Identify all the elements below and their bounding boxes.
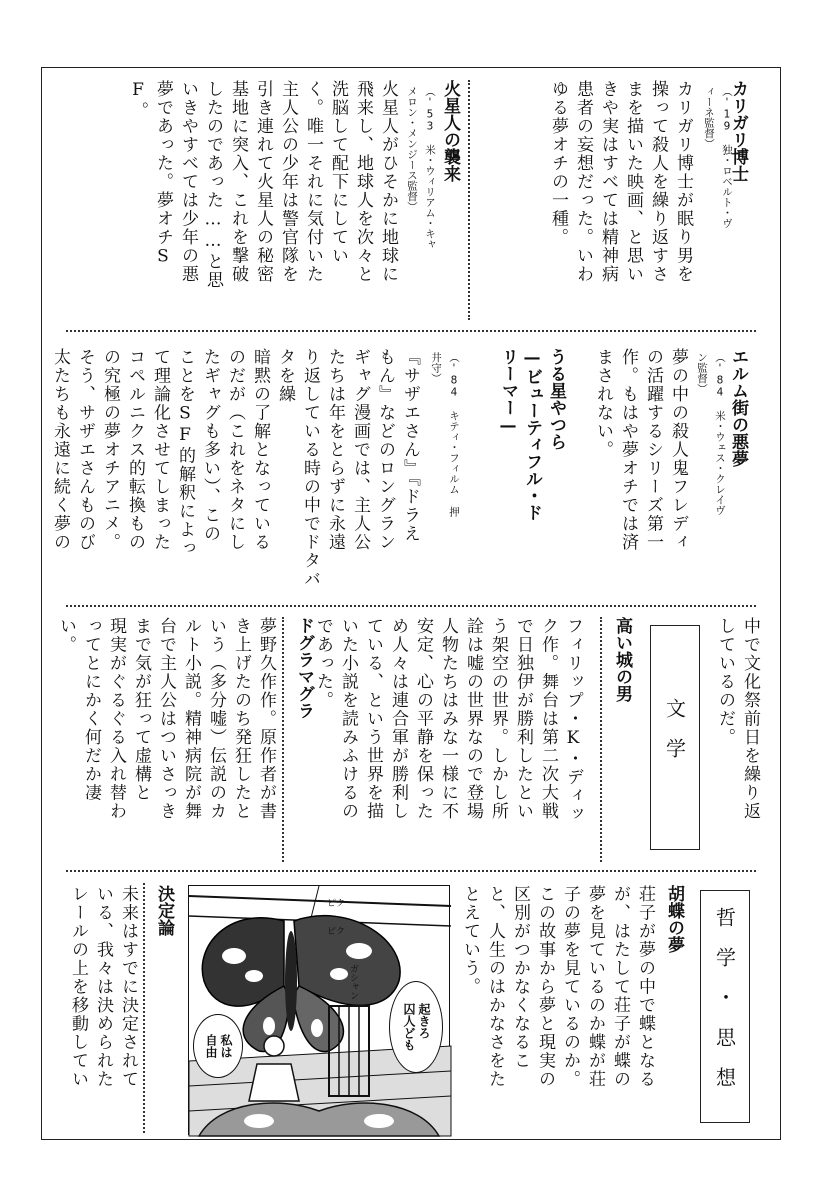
urusei-body: 『サザエさん』『ドラえ もん』などのロングラン ギャグ漫画では、主人公 たちは年をとらずに永遠 り返している時の中でドタバタを繰 暗黙の了解となっている のだが（これをネタにし たギャグも多い）、この ことをSF的解釈によっ て理論化させてしまった コペルニクス的転換もの の究極の夢オチアニメ。 そう、サザエさんものび 太たちも永遠に続く夢の (50, 348, 420, 589)
comic-panel-illustration (188, 885, 450, 1135)
elm-title: エルム街の悪夢 (728, 348, 748, 467)
mars-title: 火星人の襲来 (440, 80, 460, 182)
urusei-title: うる星やつら —ビューティフル・ド リーマー— (498, 348, 566, 521)
castle-title: 高い城の男 (612, 617, 632, 702)
speech-bubble-right: 起きろ 囚人ども (389, 981, 443, 1073)
mars-body: 火星人がひそかに地球に 飛来し、地球人を次々と 洗脳して配下にしてい く。唯一それに気付いた 主人公の少年は警官隊を 引き連れて火星人の秘密 基地に突入、これを撃破 したのであった……と思 いきやすべては少年の悪 夢であった。夢オチS F。 (128, 80, 398, 290)
urusei-credit: （'84 キティ・フィルム 押 井守） (430, 352, 460, 517)
col-divider-mid (600, 617, 602, 862)
castle-body: フィリップ・K・ディッ ク作。舞台は第二次大戦 で日独伊が勝利したとい う架空の世界。しかし所 詮は嘘の世界なので登場 人物たちはみな一様に不 安定、心の平静を保った め人々は連合軍が勝利し ている、という世界を描 いた小説を読みふけるの であった。 (313, 617, 583, 824)
determinism-title: 決定論 (154, 885, 174, 936)
sound-effect-3: ガシャン (348, 964, 358, 1000)
caligari-title: カリガリ博士 (728, 80, 748, 182)
butterfly-body: 荘子が夢の中で蝶となる が、はたして荘子が蝶の 夢を見ているのか蝶が荘 子の夢を見ているのか。 この故事から夢と現実の 区別がつかなくなるこ と、人生のはかなさをた とえていう。 (460, 885, 655, 1089)
mars-credit: （'53 米・ウィリアム・キャ メロン・メンジース監督） (406, 86, 436, 250)
col-divider-bottom (143, 883, 145, 1133)
dogra-title: ドグラマグラ (294, 617, 314, 719)
col-divider-top (468, 80, 470, 320)
row-divider-2 (66, 605, 756, 607)
section-philosophy-label: 哲学・思想 (700, 890, 750, 1123)
row-divider-1 (66, 330, 756, 332)
col-divider-mid-2 (282, 617, 284, 862)
sound-effect-1: ピク (327, 899, 346, 909)
caligari-body: カリガリ博士が眠り男を 操って殺人を繰り返すさ まを描いた映画、と思い きや実はすべては精神病 患者の妄想だった。いわ ゆる夢オチの一種。 (548, 80, 693, 284)
elm-body: 夢の中の殺人鬼フレディ の活躍するシリーズ第一 作。もはや夢オチでは済 まされない。 (593, 348, 688, 552)
section-literature-label: 文学 (650, 625, 700, 850)
determinism-body: 未来はすでに決定されて いる、我々は決められた レールの上を移動してい (68, 885, 138, 1089)
elm-credit: （'84 米・ウェス・クレイヴ ン監督） (696, 352, 726, 516)
sound-effect-2: ピク (327, 927, 346, 937)
butterfly-title: 胡蝶の夢 (664, 885, 684, 953)
bunka-body: 中で文化祭前日を繰り返 しているのだ。 (715, 617, 760, 821)
speech-bubble-left: 私は 自由 (193, 1014, 243, 1078)
row-divider-3 (66, 870, 756, 872)
dogra-body: 夢野久作作。原作者が書 き上げたのち発狂したと いう（多分嘘）伝説のカ ルト小説。精神病院が舞 台で主人公はついさっき まで気が狂って虚構と 現実がぐるぐる入れ替わ ってとにかく何だか凄 い。 (56, 617, 276, 821)
caligari-credit: （'19 独・ロベルト・ヴィーネ監督） (703, 86, 733, 229)
